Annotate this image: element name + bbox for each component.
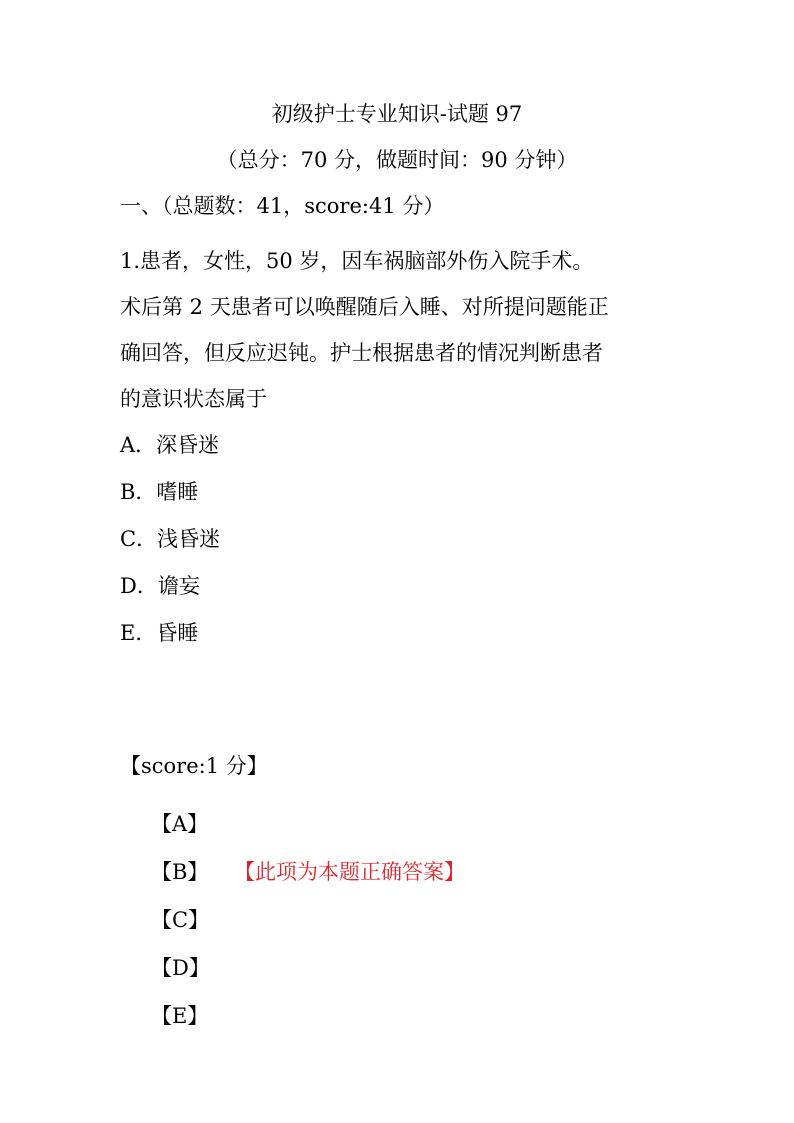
answer-label: 【D】 xyxy=(151,956,210,980)
score-label: 【score:1 分】 xyxy=(120,754,268,778)
question-line: 术后第 2 天患者可以唤醒随后入睡、对所提问题能正 xyxy=(120,295,609,319)
answer-row-e xyxy=(151,992,210,1040)
answer-row-a xyxy=(151,800,210,848)
answer-row-c xyxy=(151,896,210,944)
answer-row-b xyxy=(151,848,465,896)
answer-label: 【B】 xyxy=(151,860,209,884)
option-list xyxy=(120,422,220,657)
question-line: 1.患者，女性，50 岁，因车祸脑部外伤入院手术。 xyxy=(120,249,594,273)
option-e: E．昏睡 xyxy=(120,621,199,645)
question-line: 确回答，但反应迟钝。护士根据患者的情况判断患者 xyxy=(120,341,603,365)
answer-label: 【C】 xyxy=(151,908,210,932)
option-a: A．深昏迷 xyxy=(120,433,220,457)
option-c: C．浅昏迷 xyxy=(120,527,221,551)
question-text xyxy=(120,238,680,422)
section-heading: 一、（总题数：41，score:41 分） xyxy=(120,194,445,218)
option-d: D．谵妄 xyxy=(120,574,200,598)
answer-label: 【A】 xyxy=(151,812,209,836)
answer-list xyxy=(151,800,465,1040)
question-line: 的意识状态属于 xyxy=(120,387,267,411)
answer-label: 【E】 xyxy=(151,1004,209,1028)
page-subtitle: （总分：70 分，做题时间：90 分钟） xyxy=(216,148,578,172)
page-title: 初级护士专业知识-试题 97 xyxy=(271,102,523,126)
answer-row-d xyxy=(151,944,210,992)
correct-answer-marker: 【此项为本题正确答案】 xyxy=(234,860,465,884)
option-b: B．嗜睡 xyxy=(120,480,199,504)
